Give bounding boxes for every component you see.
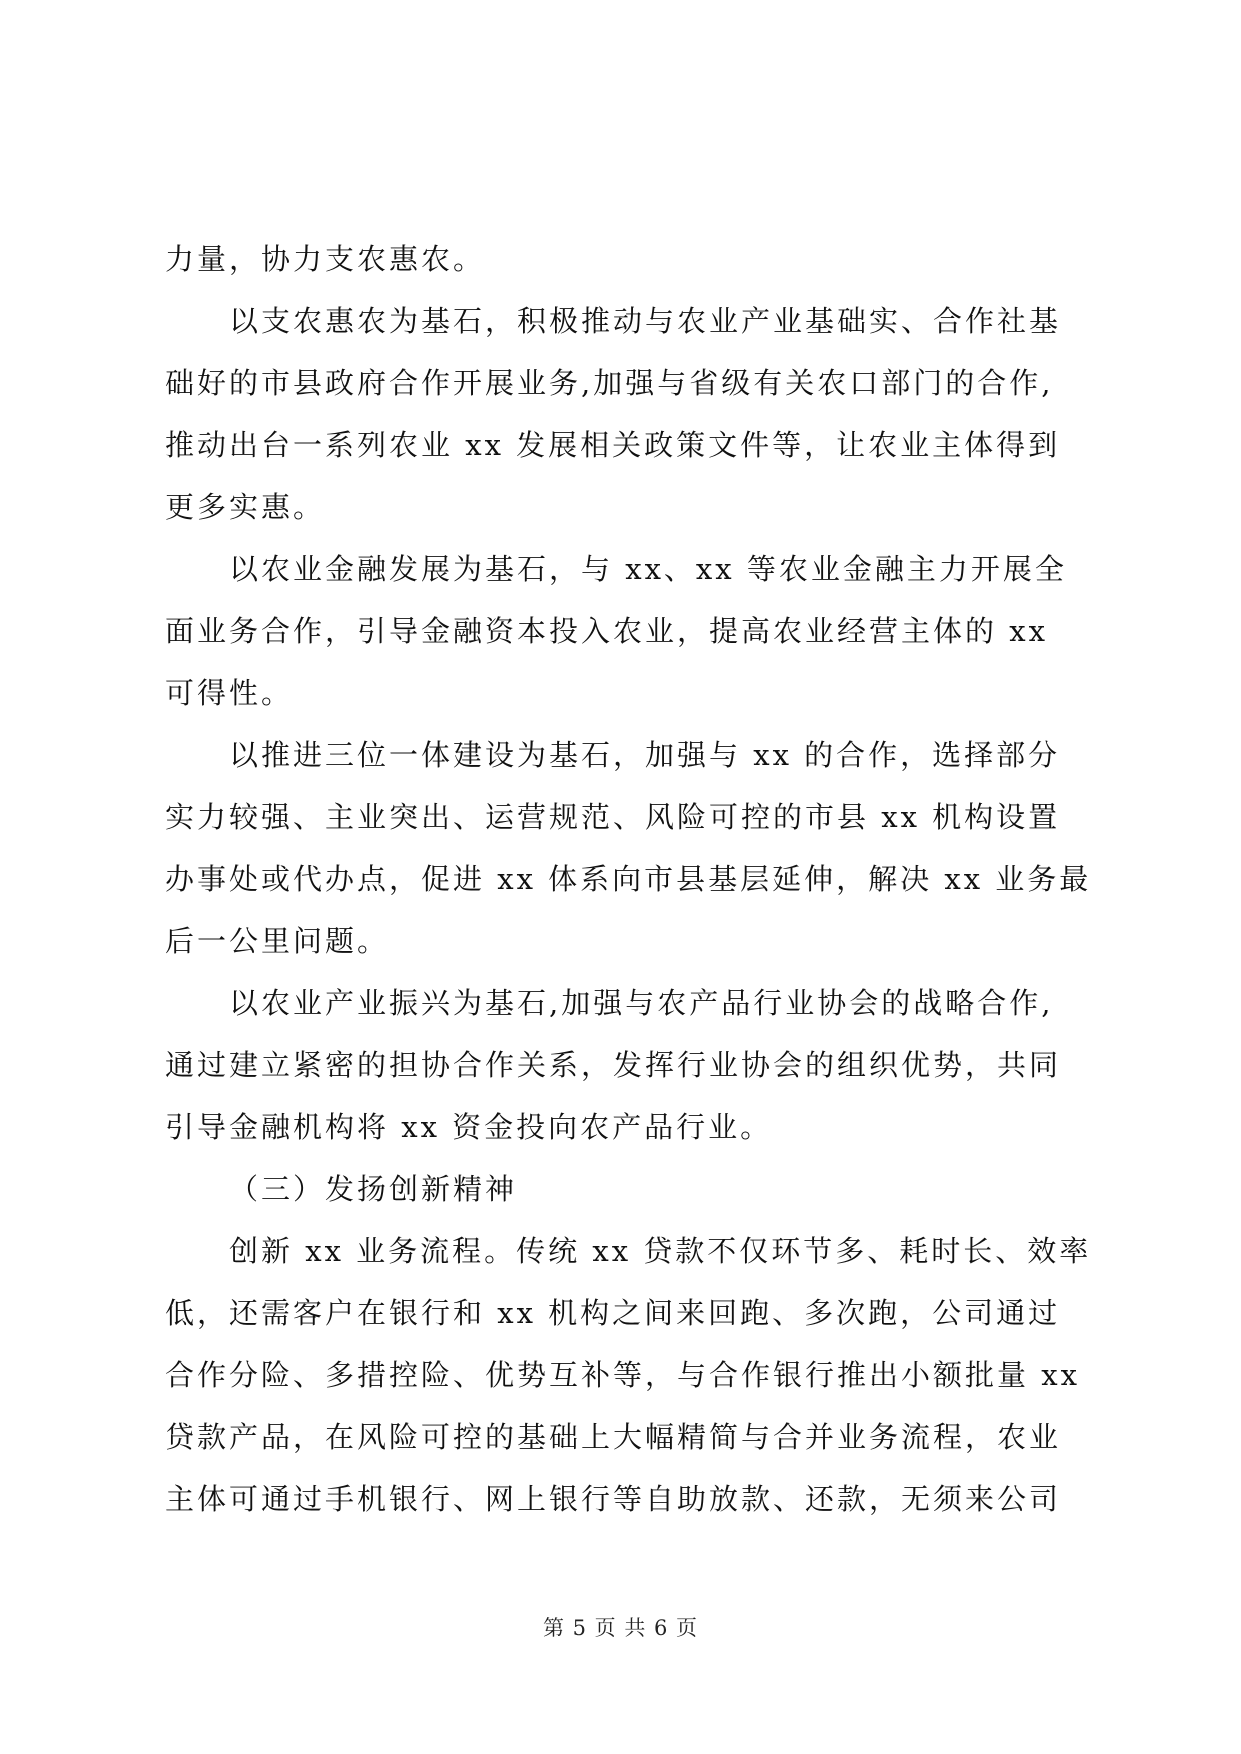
text-line: 主体可通过手机银行、网上银行等自助放款、还款，无须来公司 bbox=[165, 1482, 1062, 1516]
paragraph-start-line: 以农业产业振兴为基石,加强与农产品行业协会的战略合作, bbox=[229, 986, 1054, 1020]
text-line: 础好的市县政府合作开展业务,加强与省级有关农口部门的合作, bbox=[165, 366, 1054, 400]
paragraph-start-line: 以支农惠农为基石，积极推动与农业产业基础实、合作社基 bbox=[229, 304, 1062, 338]
text-line: 低，还需客户在银行和 xx 机构之间来回跑、多次跑，公司通过 bbox=[165, 1296, 1061, 1330]
section-heading: （三）发扬创新精神 bbox=[229, 1172, 518, 1206]
text-line: 通过建立紧密的担协合作关系，发挥行业协会的组织优势，共同 bbox=[165, 1048, 1062, 1082]
text-line: 可得性。 bbox=[165, 676, 294, 710]
text-line: 引导金融机构将 xx 资金投向农产品行业。 bbox=[165, 1110, 773, 1144]
text-line: 力量，协力支农惠农。 bbox=[165, 242, 486, 276]
paragraph-start-line: 创新 xx 业务流程。传统 xx 贷款不仅环节多、耗时长、效率 bbox=[229, 1234, 1092, 1268]
text-line: 贷款产品，在风险可控的基础上大幅精简与合并业务流程，农业 bbox=[165, 1420, 1062, 1454]
text-line: 更多实惠。 bbox=[165, 490, 326, 524]
page-footer: 第 5 页 共 6 页 bbox=[542, 1616, 699, 1640]
body-text bbox=[165, 228, 1095, 1530]
text-line: 办事处或代办点，促进 xx 体系向市县基层延伸，解决 xx 业务最 bbox=[165, 862, 1092, 896]
text-line: 推动出台一系列农业 xx 发展相关政策文件等，让农业主体得到 bbox=[165, 428, 1061, 462]
text-line: 实力较强、主业突出、运营规范、风险可控的市县 xx 机构设置 bbox=[165, 800, 1061, 834]
text-line: 面业务合作，引导金融资本投入农业，提高农业经营主体的 xx bbox=[165, 614, 1048, 648]
text-line: 后一公里问题。 bbox=[165, 924, 390, 958]
paragraph-start-line: 以推进三位一体建设为基石，加强与 xx 的合作，选择部分 bbox=[229, 738, 1061, 772]
text-line: 合作分险、多措控险、优势互补等，与合作银行推出小额批量 xx bbox=[165, 1358, 1080, 1392]
paragraph-start-line: 以农业金融发展为基石，与 xx、xx 等农业金融主力开展全 bbox=[229, 552, 1067, 586]
